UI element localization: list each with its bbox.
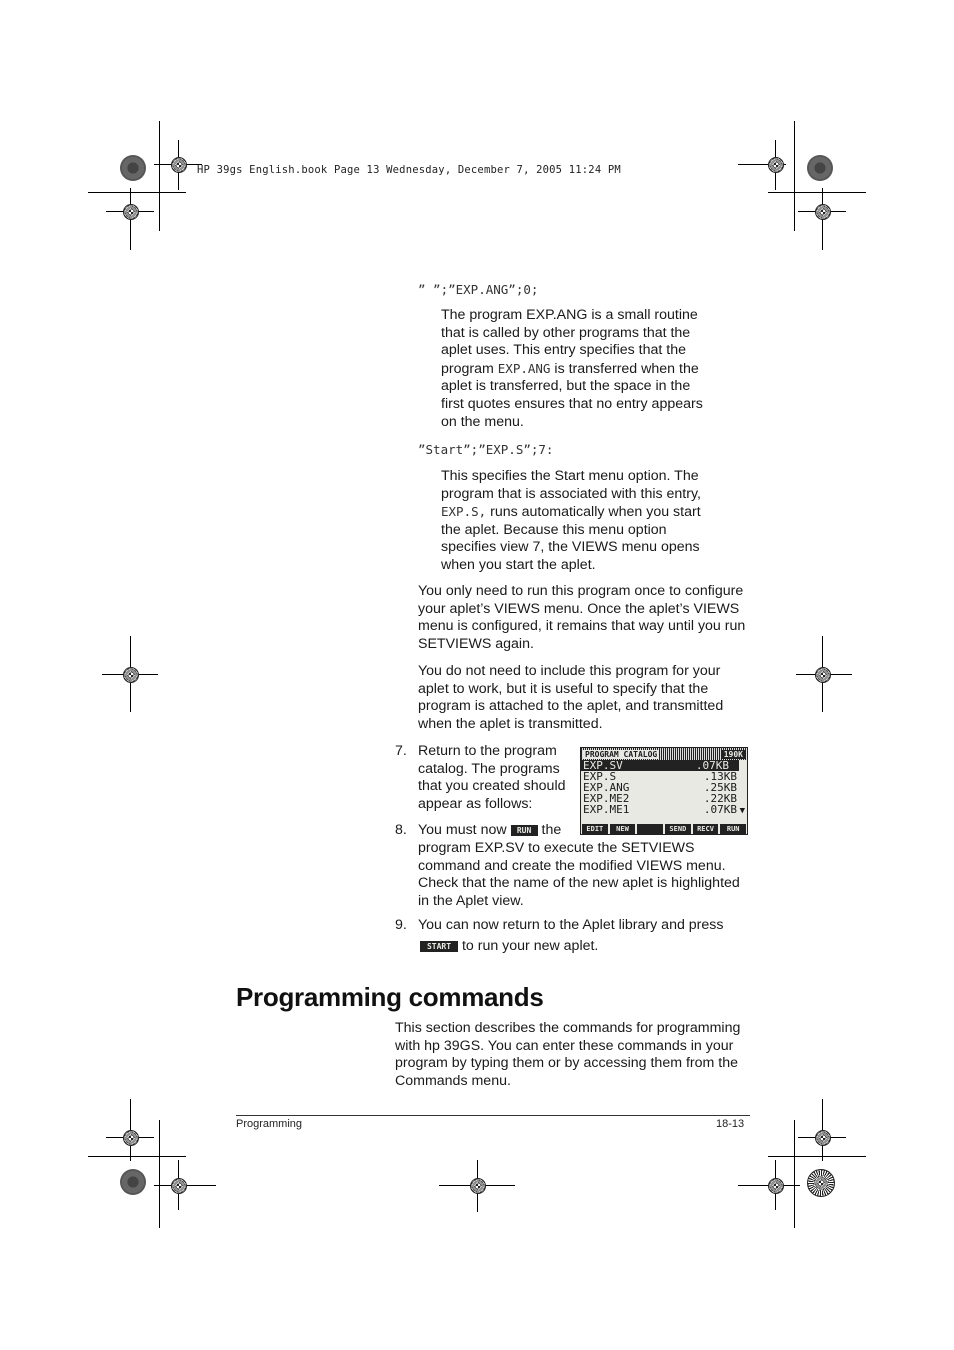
program-size: .07KB bbox=[695, 759, 729, 772]
crosshair-target-icon bbox=[768, 157, 784, 173]
softkey-new[interactable]: NEW bbox=[610, 824, 636, 834]
scroll-down-icon: ▼ bbox=[739, 806, 745, 816]
registration-target-icon bbox=[807, 155, 833, 181]
run-key-icon: RUN bbox=[511, 825, 538, 836]
text: The program EXP.ANG is a small routine that is called by other programs that the aplet uses. This entry specifies that the program bbox=[441, 307, 698, 377]
crosshair-target-icon bbox=[171, 1178, 187, 1194]
text: You must now bbox=[418, 822, 507, 838]
registration-target-icon bbox=[807, 1169, 835, 1197]
softkey-blank bbox=[637, 824, 663, 834]
start-key-icon: START bbox=[420, 941, 458, 952]
book-info-header: HP 39gs English.book Page 13 Wednesday, December 7, 2005 11:24 PM bbox=[197, 164, 621, 176]
text: to run your new aplet. bbox=[458, 938, 599, 954]
code-line-start: ”Start”;”EXP.S”;7: bbox=[418, 442, 554, 457]
program-size: .13KB bbox=[703, 770, 737, 783]
registration-target-icon bbox=[120, 1169, 146, 1195]
inline-code: EXP.ANG bbox=[497, 360, 551, 376]
footer-chapter: Programming bbox=[236, 1118, 303, 1130]
program-name: EXP.S bbox=[583, 770, 617, 783]
list-item[interactable] bbox=[581, 804, 747, 815]
program-catalog-screen bbox=[580, 747, 748, 835]
step-text bbox=[420, 938, 598, 956]
text: runs automatically when you start the aplet. Because this menu option specifies view 7, the VIEWS menu opens when you start the aplet. bbox=[441, 504, 701, 573]
crosshair-target-icon bbox=[768, 1178, 784, 1194]
crosshair-target-icon bbox=[123, 1130, 139, 1146]
softkey-edit[interactable]: EDIT bbox=[582, 824, 608, 834]
program-name: EXP.ME2 bbox=[583, 792, 630, 805]
program-name: EXP.ME1 bbox=[583, 803, 630, 816]
step-text: You can now return to the Aplet library and press bbox=[418, 917, 724, 933]
text: the bbox=[541, 822, 562, 838]
text: is transferred when the aplet is transferred, but the space in the first quotes ensures that no entry appears on the menu. bbox=[441, 360, 703, 430]
code-line-exp-ang: ” ”;”EXP.ANG”;0; bbox=[418, 282, 539, 297]
section-intro: This section describes the commands for programming with hp 39GS. You can enter these commands in your program by typing them or by accessing them from the Commands menu. bbox=[395, 1020, 741, 1089]
program-name: EXP.SV bbox=[583, 759, 623, 772]
text: This specifies the Start menu option. The program that is associated with this entry, bbox=[441, 468, 701, 502]
section-heading: Programming commands bbox=[236, 982, 544, 1012]
crosshair-target-icon bbox=[123, 667, 139, 683]
body-paragraph: You only need to run this program once to configure your aplet’s VIEWS menu. Once the aplet’s VIEWS menu is configured, it remains that way until you run SETVIEWS again. bbox=[418, 583, 746, 652]
softkey-send[interactable]: SEND bbox=[665, 824, 691, 834]
softkey-run[interactable]: RUN bbox=[720, 824, 746, 834]
crosshair-target-icon bbox=[815, 667, 831, 683]
crosshair-target-icon bbox=[470, 1178, 486, 1194]
crosshair-target-icon bbox=[123, 204, 139, 220]
program-size: .22KB bbox=[703, 792, 737, 805]
body-paragraph: You do not need to include this program for your aplet to work, but it is useful to specify that the program is attached to the aplet, and transmitted when the aplet is transmitted. bbox=[418, 663, 724, 732]
program-size: .25KB bbox=[703, 781, 737, 794]
entry-description bbox=[441, 468, 709, 575]
crosshair-target-icon bbox=[815, 1130, 831, 1146]
crosshair-target-icon bbox=[815, 204, 831, 220]
softkey-recv[interactable]: RECV bbox=[693, 824, 719, 834]
registration-target-icon bbox=[120, 155, 146, 181]
step-text: Return to the program catalog. The programs that you created should appear as follows: bbox=[418, 743, 566, 812]
program-size: .07KB bbox=[703, 803, 737, 816]
step-number: 9. bbox=[395, 917, 407, 933]
entry-description bbox=[441, 307, 709, 431]
screen-title: PROGRAM CATALOG bbox=[585, 749, 658, 759]
step-number: 7. bbox=[395, 743, 407, 759]
step-number: 8. bbox=[395, 822, 407, 838]
inline-code: EXP.S, bbox=[441, 504, 487, 520]
step-text bbox=[418, 822, 561, 840]
crosshair-target-icon bbox=[171, 157, 187, 173]
page-number: 18-13 bbox=[716, 1118, 745, 1130]
program-name: EXP.ANG bbox=[583, 781, 630, 794]
softkey-menu bbox=[581, 824, 747, 834]
step-text: program EXP.SV to execute the SETVIEWS command and create the modified VIEWS menu. Check that the name of the new aplet is highlighted in the Aplet view. bbox=[418, 840, 740, 909]
memory-badge: 190K bbox=[723, 749, 743, 759]
footer-rule bbox=[236, 1115, 750, 1116]
